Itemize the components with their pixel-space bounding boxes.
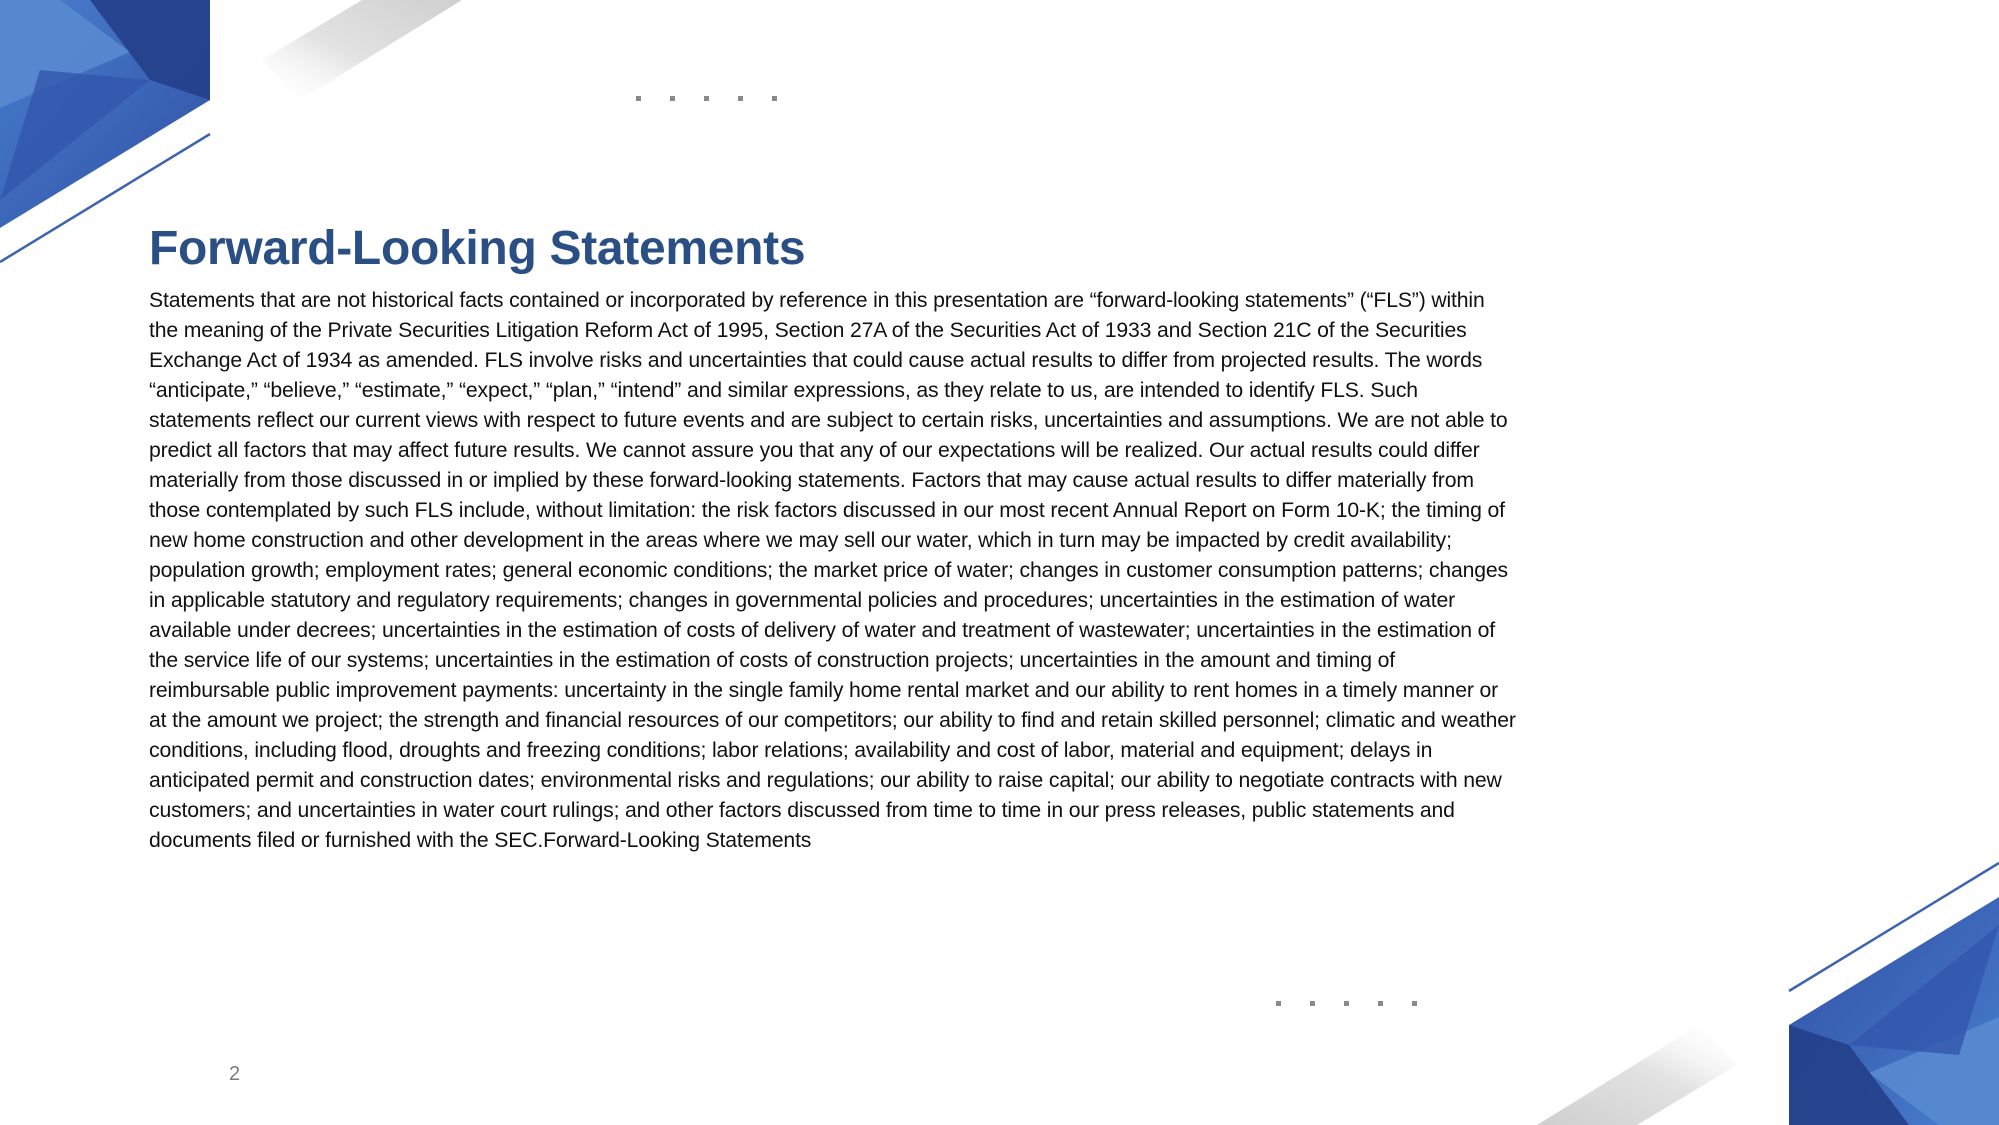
dot [1276,1001,1281,1006]
page-number: 2 [229,1063,241,1085]
forward-looking-statements-text: Statements that are not historical facts contained or incorporated by reference in this presentation are “forward-looking statements” (“FLS”) within the meaning of the Private Securities Litigation Reform Act of 1995, Section 27A of the Securities Act of 1933 and Section 21C of the Securities Exchange Act of 1934 as amended. FLS involve risks and uncertainties that could cause actual results to differ from projected results. The words “anticipate,” “believe,” “estimate,” “expect,” “plan,” “intend” and similar expressions, as they relate to us, are intended to identify FLS. Such statements reflect our current views with respect to future events and are subject to certain risks, uncertainties and assumptions. We are not able to predict all factors that may affect future results. We cannot assure you that any of our expectations will be realized. Our actual results could differ materially from those discussed in or implied by these forward-looking statements. Factors that may cause actual results to differ materially from those contemplated by such FLS include, without limitation: the risk factors discussed in our most recent Annual Report on Form 10-K; the timing of new home construction and other development in the areas where we may sell our water, which in turn may be impacted by credit availability; population growth; employment rates; general economic conditions; the market price of water; changes in customer consumption patterns; changes in applicable statutory and regulatory requirements; changes in governmental policies and procedures; uncertainties in the estimation of water available under decrees; uncertainties in the estimation of costs of delivery of water and treatment of wastewater; uncertainties in the estimation of the service life of our systems; uncertainties in the estimation of costs of construction projects; uncertainties in the amount and timing of reimbursable public improvement payments: uncertainty in the single family home rental market and our ability to rent homes in a timely manner or at the amount we project; the strength and financial resources of our competitors; our ability to find and retain skilled personnel; climatic and weather conditions, including flood, droughts and freezing conditions; labor relations; availability and cost of labor, material and equipment; delays in anticipated permit and construction dates; environmental risks and regulations; our ability to raise capital; our ability to negotiate contracts with new customers; and uncertainties in water court rulings; and other factors discussed from time to time in our press releases, public statements and documents filed or furnished with the SEC.Forward-Looking Statements [149,289,1516,852]
slide-title: Forward-Looking Statements [149,222,806,275]
bottom-right-corner-decoration [1519,845,1999,1125]
dot [1310,1001,1315,1006]
top-dot-row [636,96,777,101]
dot [1378,1001,1383,1006]
dot [738,96,743,101]
dot [704,96,709,101]
dot [636,96,641,101]
dot [772,96,777,101]
bottom-dot-row [1276,1001,1417,1006]
dot [670,96,675,101]
dot [1344,1001,1349,1006]
dot [1412,1001,1417,1006]
